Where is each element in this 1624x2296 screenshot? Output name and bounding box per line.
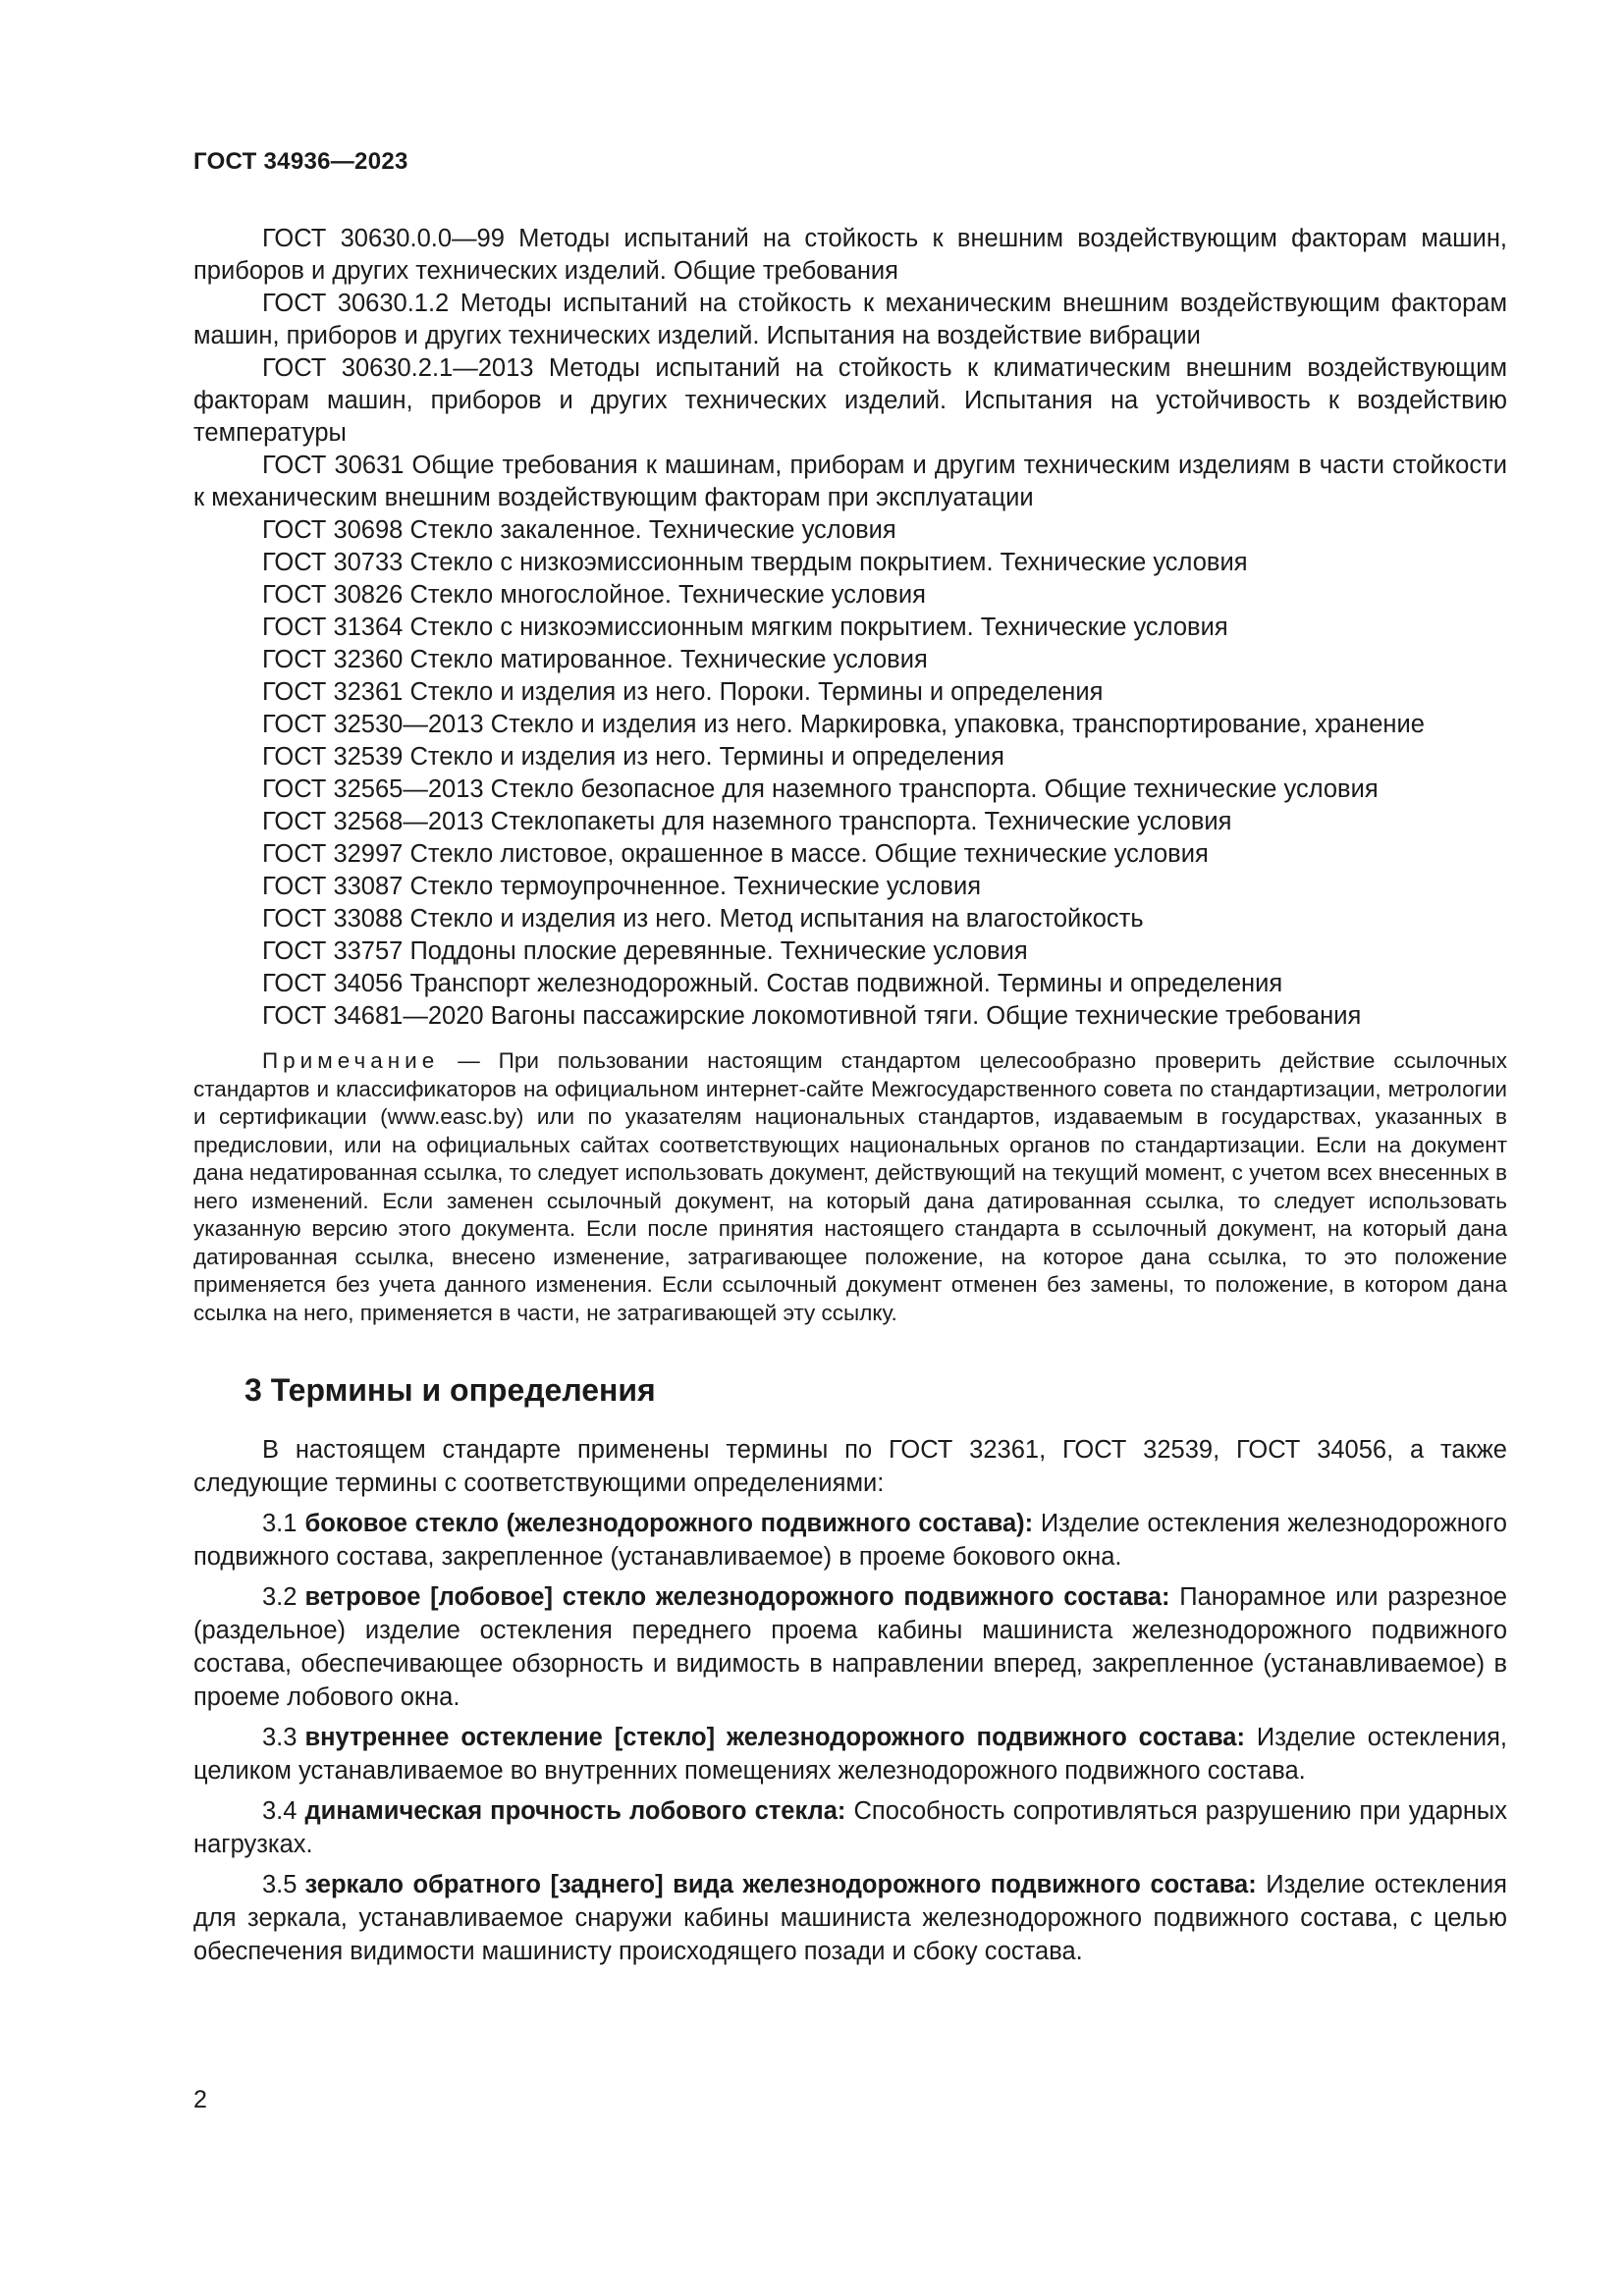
reference-title: Стекло безопасное для наземного транспорта. Общие технические условия [490, 775, 1379, 803]
reference-item [193, 1000, 1507, 1033]
term-entry [193, 1794, 1507, 1861]
section-heading: 3 Термины и определения [244, 1372, 656, 1408]
reference-item [193, 903, 1507, 935]
term-definition: Изделие остекления железнодорожного подвижного состава, закрепленное (устанавливаемое) в проеме бокового окна. [193, 1510, 1507, 1571]
reference-code: ГОСТ 30631 [262, 452, 405, 479]
reference-title: Методы испытаний на стойкость к механическим внешним воздействующим факторам машин, приборов и других технических изделий. Испытания на воздействие вибрации [193, 290, 1508, 349]
reference-code: ГОСТ 30630.0.0—99 [262, 225, 505, 252]
reference-title: Вагоны пассажирские локомотивной тяги. Общие технические требования [490, 1002, 1362, 1030]
reference-item [193, 547, 1507, 579]
reference-code: ГОСТ 34681—2020 [262, 1002, 484, 1030]
reference-item [193, 288, 1507, 352]
page-number: 2 [193, 2086, 207, 2113]
reference-code: ГОСТ 32360 [262, 646, 404, 673]
reference-title: Стекло и изделия из него. Маркировка, упаковка, транспортирование, хранение [490, 711, 1425, 738]
reference-title: Общие требования к машинам, приборам и другим техническим изделиям в части стойкости к механическим внешним воздействующим факторам при эксплуатации [193, 452, 1507, 511]
normative-references-list [193, 223, 1507, 1033]
reference-item [193, 871, 1507, 903]
reference-item [193, 709, 1507, 741]
reference-code: ГОСТ 32565—2013 [262, 775, 484, 803]
term-definition: Способность сопротивляться разрушению при ударных нагрузках. [193, 1797, 1508, 1858]
reference-item [193, 741, 1507, 774]
term-name: боковое стекло (железнодорожного подвижного состава): [304, 1510, 1034, 1537]
note-label: Примечание [262, 1048, 440, 1073]
reference-code: ГОСТ 32997 [262, 840, 404, 868]
reference-title: Стеклопакеты для наземного транспорта. Технические условия [490, 808, 1232, 835]
reference-item [193, 806, 1507, 838]
reference-code: ГОСТ 31364 [262, 614, 404, 641]
reference-item [193, 612, 1507, 644]
term-name: ветровое [лобовое] стекло железнодорожного подвижного состава: [304, 1583, 1170, 1611]
term-entry [193, 1868, 1507, 1968]
note-paragraph [193, 1047, 1507, 1327]
document-body [193, 223, 1507, 1968]
reference-title: Поддоны плоские деревянные. Технические условия [409, 937, 1028, 965]
reference-item [193, 774, 1507, 806]
reference-item [193, 514, 1507, 547]
reference-item [193, 352, 1507, 450]
reference-title: Стекло листовое, окрашенное в массе. Общие технические условия [409, 840, 1209, 868]
reference-code: ГОСТ 30630.1.2 [262, 290, 450, 317]
reference-title: Стекло с низкоэмиссионным твердым покрытием. Технические условия [409, 549, 1248, 576]
reference-title: Методы испытаний на стойкость к внешним воздействующим факторам машин, приборов и других технических изделий. Общие требования [193, 225, 1508, 285]
reference-code: ГОСТ 34056 [262, 970, 404, 997]
reference-code: ГОСТ 30630.2.1—2013 [262, 354, 534, 382]
term-entry [193, 1580, 1507, 1714]
term-entry [193, 1721, 1507, 1788]
reference-code: ГОСТ 30826 [262, 581, 404, 609]
reference-title: Стекло и изделия из него. Метод испытания на влагостойкость [409, 905, 1144, 933]
term-number: 3.4 [262, 1797, 298, 1825]
term-number: 3.1 [262, 1510, 298, 1537]
reference-code: ГОСТ 30733 [262, 549, 404, 576]
term-definition: Панорамное или разрезное (раздельное) изделие остекления переднего проема кабины машиниста железнодорожного подвижного состава, обеспечивающее обзорность и видимость в направлении вперед, закрепленное (устанавливаемое) в проеме лобового окна. [193, 1583, 1507, 1711]
reference-code: ГОСТ 32568—2013 [262, 808, 484, 835]
document-header: ГОСТ 34936—2023 [193, 148, 408, 175]
term-number: 3.3 [262, 1724, 298, 1751]
reference-item [193, 644, 1507, 676]
note-text: — При пользовании настоящим стандартом целесообразно проверить действие ссылочных стандартов и классификаторов на официальном интернет-сайте Межгосударственного совета по стандартизации, метрологии и сертификации (www.easc.by) или по указателям национальных стандартов, издаваемым в государствах, указанных в предисловии, или на официальных сайтах соответствующих национальных органов по стандартизации. Если на документ дана недатированная ссылка, то следует использовать документ, действующий на текущий момент, с учетом всех внесенных в него изменений. Если заменен ссылочный документ, на который дана датированная ссылка, то следует использовать указанную версию этого документа. Если после принятия настоящего стандарта в ссылочный документ, на который дана датированная ссылка, внесено изменение, затрагивающее положение, на которое дана ссылка, то это положение применяется без учета данного изменения. Если ссылочный документ отменен без замены, то положение, в котором дана ссылка на него, применяется в части, не затрагивающей эту ссылку. [193, 1048, 1507, 1325]
reference-code: ГОСТ 33757 [262, 937, 404, 965]
reference-code: ГОСТ 30698 [262, 516, 404, 544]
reference-title: Методы испытаний на стойкость к климатическим внешним воздействующим факторам машин, приборов и других технических изделий. Испытания на устойчивость к воздействию температуры [193, 354, 1507, 447]
reference-code: ГОСТ 32539 [262, 743, 404, 771]
term-name: зеркало обратного [заднего] вида железнодорожного подвижного состава: [304, 1871, 1257, 1898]
term-name: внутреннее остекление [стекло] железнодорожного подвижного состава: [304, 1724, 1245, 1751]
reference-title: Стекло термоупрочненное. Технические условия [409, 873, 981, 900]
reference-title: Стекло матированное. Технические условия [409, 646, 928, 673]
reference-item [193, 968, 1507, 1000]
term-entry [193, 1507, 1507, 1574]
reference-item [193, 838, 1507, 871]
reference-item [193, 223, 1507, 288]
term-definition: Изделие остекления для зеркала, устанавливаемое снаружи кабины машиниста железнодорожного подвижного состава, с целью обеспечения видимости машинисту происходящего позади и сбоку состава. [193, 1871, 1507, 1965]
reference-item [193, 676, 1507, 709]
reference-item [193, 935, 1507, 968]
reference-title: Стекло с низкоэмиссионным мягким покрытием. Технические условия [409, 614, 1228, 641]
section-intro: В настоящем стандарте применены термины по ГОСТ 32361, ГОСТ 32539, ГОСТ 34056, а также следующие термины с соответствующими определениями: [193, 1436, 1507, 1497]
terms-section [193, 1433, 1507, 1968]
term-number: 3.5 [262, 1871, 298, 1898]
reference-title: Транспорт железнодорожный. Состав подвижной. Термины и определения [409, 970, 1283, 997]
reference-title: Стекло многослойное. Технические условия [409, 581, 926, 609]
term-definition: Изделие остекления, целиком устанавливаемое во внутренних помещениях железнодорожного подвижного состава. [193, 1724, 1507, 1785]
reference-code: ГОСТ 33088 [262, 905, 404, 933]
reference-item [193, 450, 1507, 514]
reference-title: Стекло и изделия из него. Пороки. Термины и определения [409, 678, 1104, 706]
reference-code: ГОСТ 32530—2013 [262, 711, 484, 738]
reference-item [193, 579, 1507, 612]
reference-code: ГОСТ 32361 [262, 678, 404, 706]
term-name: динамическая прочность лобового стекла: [304, 1797, 846, 1825]
term-number: 3.2 [262, 1583, 298, 1611]
reference-code: ГОСТ 33087 [262, 873, 404, 900]
reference-title: Стекло и изделия из него. Термины и определения [409, 743, 1004, 771]
reference-title: Стекло закаленное. Технические условия [409, 516, 896, 544]
